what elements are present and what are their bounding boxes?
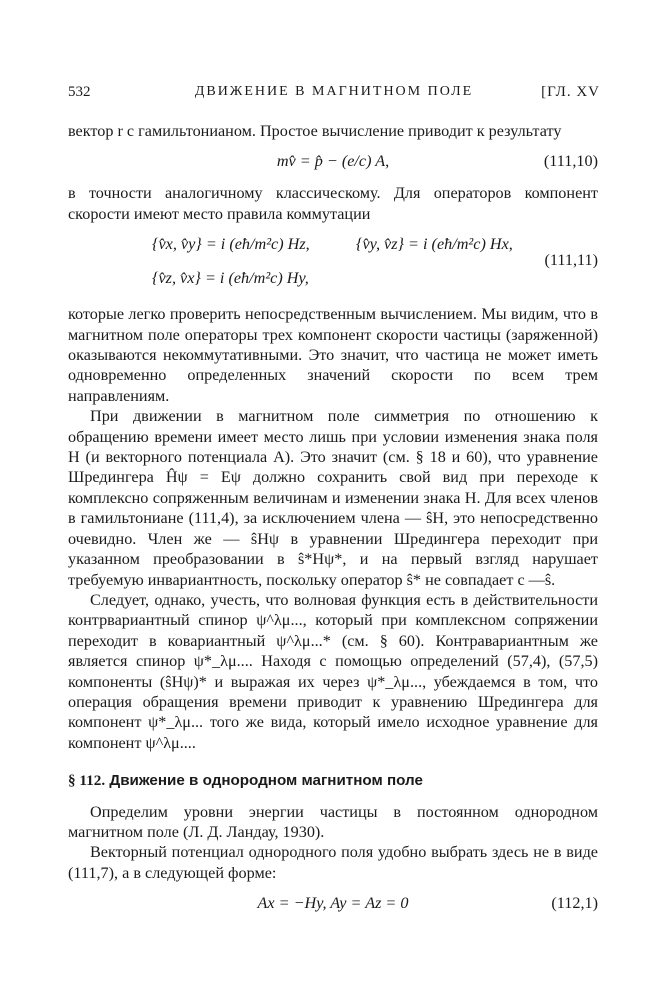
- section-heading: [68, 771, 598, 791]
- equation-number: (112,1): [551, 894, 598, 913]
- chapter-label: [ГЛ. XV: [541, 84, 600, 100]
- page-number: 532: [68, 84, 91, 100]
- running-header: [68, 84, 600, 106]
- equation-line-2: {v̂z, v̂x} = i (eħ/m²c) Hy,: [152, 269, 309, 288]
- equation-number: (111,10): [543, 152, 598, 171]
- section-title: Движение в однородном магнитном поле: [109, 772, 423, 790]
- paragraph-6: Определим уровни энергии частицы в постоянном однородном магнитном поле (Л. Д. Ландау, 1930).: [68, 802, 598, 841]
- equation-112-1: [68, 887, 598, 921]
- equation-formula: mv̂ = p̂ − (e/c) A,: [276, 152, 390, 171]
- equation-line-1b: {v̂y, v̂z} = i (eħ/m²c) Hx,: [356, 235, 513, 254]
- paragraph-5: Следует, однако, учесть, что волновая функция есть в действительности контрвариантный спинор ψ^λμ..., который при комплексном сопряжении переходит в ковариантный ψ^λμ...* (см. § 60). Контравариантным же является спинор ψ*_λμ.... Находя с помощью определений (57,4), (57,5) компоненты (ŝHψ)* и выражая их через ψ*_λμ..., убеждаемся в том, что операция обращения времени приводит к уравнению Шредингера для компонент ψ*_λμ... того же вида, который имело исходное уравнение для компонент ψ^λμ....: [68, 590, 598, 752]
- page-body: [68, 121, 598, 925]
- equation-111-11: [68, 228, 598, 300]
- equation-line-1a: {v̂x, v̂y} = i (eħ/m²c) Hz,: [152, 235, 310, 254]
- paragraph-2: в точности аналогичному классическому. Для операторов компонент скорости имеют место правила коммутации: [68, 184, 598, 223]
- paragraph-1: вектор r с гамильтонианом. Простое вычисление приводит к результату: [68, 122, 562, 140]
- paragraph-4: При движении в магнитном поле симметрия по отношению к обращению времени имеет место лишь при условии изменения знака поля H (и векторного потенциала A). Это значит (см. § 18 и 60), что уравнение Шредингера Ĥψ = Eψ должно сохранить свой вид при переходе к комплексно сопряженным величинам и изменении знака H. Для всех членов в гамильтониане (111,4), за исключением члена — ŝH, это непосредственно очевидно. Член же — ŝHψ в уравнении Шредингера переходит при указанном преобразовании в ŝ*Hψ*, и на первый взгляд нарушает требуемую инвариантность, поскольку оператор ŝ* не совпадает с —ŝ.: [68, 407, 598, 589]
- equation-number: (111,11): [544, 251, 598, 270]
- section-number: § 112.: [68, 772, 106, 790]
- running-title: ДВИЖЕНИЕ В МАГНИТНОМ ПОЛЕ: [194, 84, 474, 99]
- equation-111-10: [68, 145, 598, 179]
- equation-formula: Ax = −Hy, Ay = Az = 0: [257, 894, 409, 913]
- paragraph-3: которые легко проверить непосредственным вычислением. Мы видим, что в магнитном поле операторы трех компонент скорости частицы (заряженной) оказываются некоммутативными. Это значит, что частица не может иметь одновременно определенных значений скорости по всем трем направлениям.: [68, 305, 598, 405]
- paragraph-7: Векторный потенциал однородного поля удобно выбрать здесь не в виде (111,7), а в следующей форме:: [68, 843, 598, 882]
